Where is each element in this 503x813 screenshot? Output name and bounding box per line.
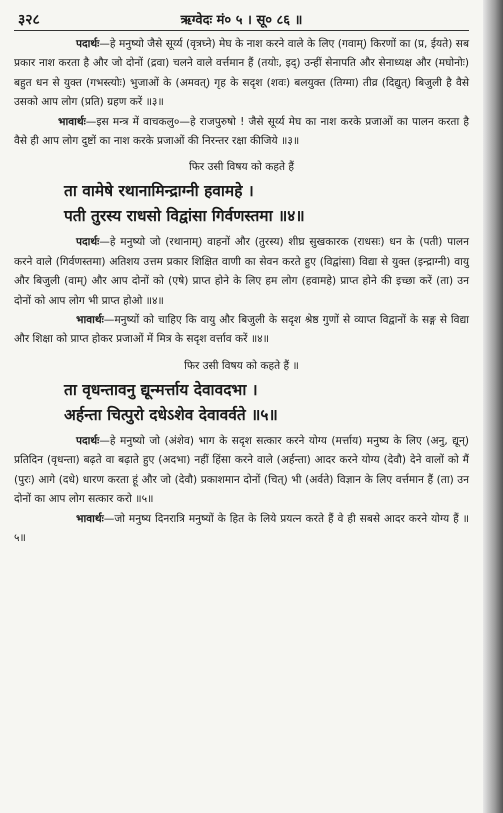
intro-line: फिर उसी विषय को कहते हैं: [189, 161, 294, 174]
running-title: ऋग्वेदः मं० ५ । सू० ८६ ॥: [180, 13, 303, 28]
bhavartha-text: —मनुष्यों को चाहिए कि वायु और बिजुली के सदृश श्रेष्ठ गुणों से व्याप्त विद्वानों के सङ्ग से विद्या और शिक्षा को प्राप्त होकर प्रजाओं में मित्र के सदृश वर्त्ताव करें ॥४॥: [14, 314, 469, 346]
page-header: [14, 8, 469, 31]
bhavartha-label: भावार्थः: [76, 512, 104, 525]
padartha-text: —हे मनुष्यो जो (रथानाम्) वाहनों और (तुरस्य) शीघ्र सुखकारक (राधसः) धन के (पती) पालन करने वाले (गिर्वणस्तमा) अतिशय उत्तम प्रकार शिक्षित वाणी का सेवन करते हुए (विद्वांसा) विद्या से युक्त (इन्द्राग्नी) वायु और बिजुली (वाम्) और आप दोनों को (एषे) प्राप्त होने के लिए हम लोग (हवामहे) प्राप्त होने की इच्छा करें (ता) उन दोनों को आप लोग भी प्राप्त होओ ॥४॥: [14, 236, 469, 307]
verse-4-line-2: पती तुरस्य राधसो विद्वांसा गिर्वणस्तमा ॥४॥: [64, 207, 305, 226]
verse-5-line-1: ता वृधन्तावनु द्यून्मर्त्ताय देवावदभा ।: [64, 380, 258, 399]
bhavartha-label: भावार्थः: [76, 314, 104, 327]
padartha-paragraph-5: [14, 432, 469, 510]
bhavartha-label: भावार्थः: [58, 115, 86, 128]
bhavartha-paragraph-5: [14, 510, 469, 549]
padartha-label: पदार्थः: [76, 38, 100, 50]
bhavartha-text: —जो मनुष्य दिनरात्रि मनुष्यों के हित के लिये प्रयत्न करते हैं वे ही सबसे आदर करने योग्य हैं ॥५॥: [14, 512, 469, 544]
padartha-text: —हे मनुष्यो जैसे सूर्य्य (वृत्रघ्ने) मेघ के नाश करने वाले के लिए (गवाम्) किरणों का (प्र, ईयते) सब प्रकार नाश करता है और जो दोनों (द्रवा) चलने वाले वर्त्तमान हैं (तयोः, इद्) उन्हीं सेनापति और सेनाध्यक्ष और (मघोनोः) बहुत धन से युक्त (गभस्त्योः) भुजाओं के (अमवत्) गृह के सदृश (शवः) बलयुक्त (तिग्मा) तीव्र (दिद्युत्) बिजुली है वैसे उसको आप लोग (प्रति) ग्रहण करें ॥३॥: [14, 38, 469, 109]
padartha-paragraph-3: [14, 35, 469, 113]
page-number: ३२८: [18, 12, 40, 28]
intro-line: फिर उसी विषय को कहते हैं ॥: [184, 359, 299, 372]
padartha-label: पदार्थः: [76, 434, 100, 447]
verse-5-line-2: अर्हन्ता चित्पुरो दधेऽशेव देवावर्वते ॥५॥: [64, 405, 278, 424]
verse-4-line-1: ता वामेषे रथानामिन्द्राग्नी हवामहे ।: [64, 182, 254, 201]
page-edge-shadow: [483, 0, 503, 813]
bhavartha-paragraph-3: [14, 113, 469, 152]
padartha-text: —हे मनुष्यो जो (अंशेव) भाग के सदृश सत्कार करने योग्य (मर्त्ताय) मनुष्य के लिए (अनु, द्यून्) प्रतिदिन (वृधन्ता) बढ़ते वा बढ़ाते हुए (अदभा) नहीं हिंसा करने वाले (अर्हन्ता) आदर करने योग्य (देवौ) देने वालों को मैं (पुरः) आगे (दधे) धारण करता हूं और जो (देवौ) प्रकाशमान दोनों (चित्) भी (अर्वते) विज्ञान के लिए वर्त्तमान हैं (ता) उन दोनों का आप लोग सत्कार करो ॥५॥: [14, 434, 469, 506]
bhavartha-paragraph-4: [14, 311, 469, 350]
bhavartha-text: —इस मन्त्र में वाचकलु०—हे राजपुरुषो ! जैसे सूर्य्य मेघ का नाश करके प्रजाओं का पालन करता है वैसे ही आप लोग दुष्टों का नाश करके प्रजाओं की निरन्तर रक्षा कीजिये ॥३॥: [14, 115, 469, 148]
padartha-paragraph-4: [14, 233, 469, 311]
padartha-label: पदार्थः: [76, 236, 100, 249]
